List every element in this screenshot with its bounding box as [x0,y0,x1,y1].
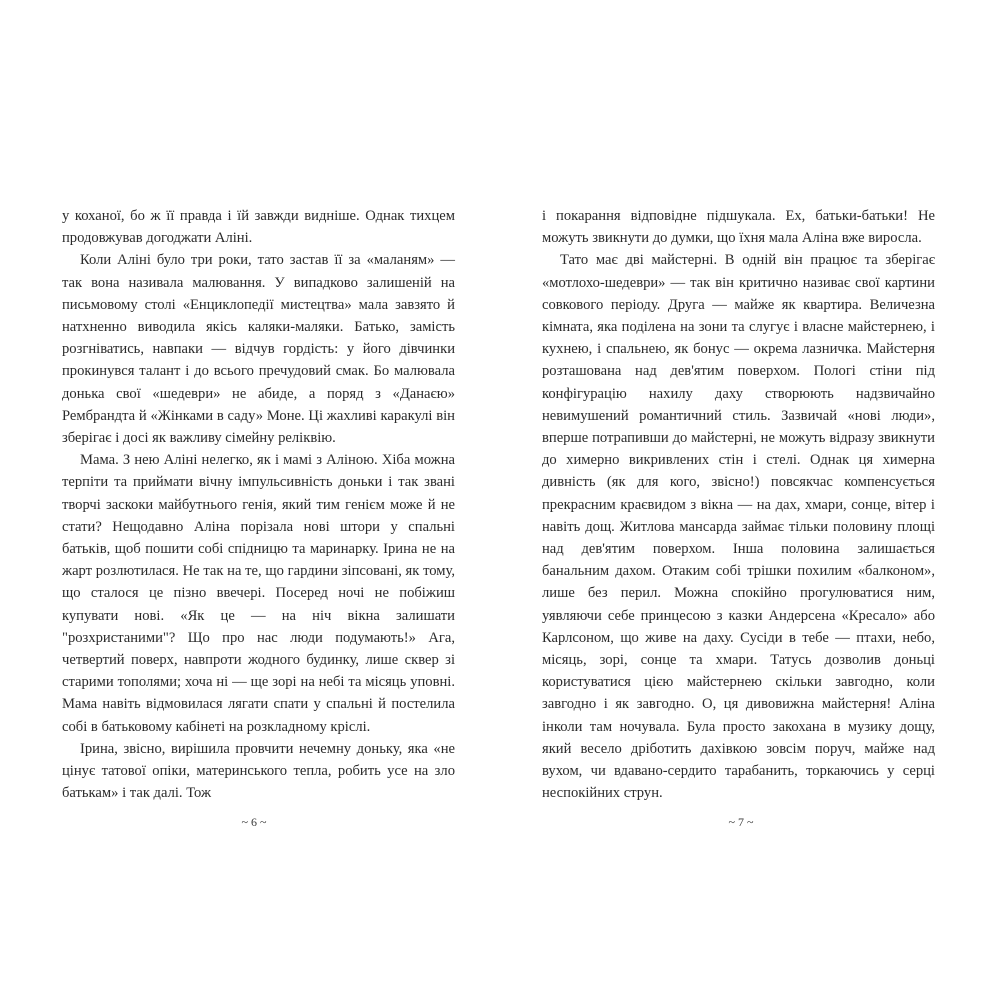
page-number-right: ~ 7 ~ [728,815,754,829]
paragraph: Коли Аліні було три роки, тато застав її за «маланям» — так вона називала малювання. У випадково залишеній на письмовому столі «Енциклопедії мистецтва» мала завзято й натхненно виводила якісь каляки-маляки. Батько, замість розгніватись, навпаки — відчув гордість: у його дівчинки прокинувся талант і до всього пречудовий смак. Бо малювала донька свої «шедеври» не абиде, а поряд з «Данаєю» Рембрандта й «Жінками в саду» Моне. Ці жахливі каракулі він зберігає і досі як важливу сімейну реліквію. [62,252,455,447]
page-number-left: ~ 6 ~ [241,815,267,829]
paragraph: у коханої, бо ж її правда і їй завжди видніше. Однак тихцем продовжував догоджати Аліні. [62,208,455,247]
left-page [62,205,455,804]
right-page [542,205,935,804]
paragraph: Мама. З нею Аліні нелегко, як і мамі з Аліною. Хіба можна терпіти та приймати вічну імпульсивність доньки і так звані творчі заскоки майбутнього генія, який тим генієм може й не стати? Нещодавно Аліна порізала нові штори у спальні батьків, щоб пошити собі спідницю та маринарку. Ірина не на жарт розлютилася. Не так на те, що гардини зіпсовані, як тому, що сталося це пізно ввечері. Посеред ночі не побіжиш купувати нові. «Як це — на ніч вікна залишати "розхристаними"? Що про нас люди подумають!» Ага, четвертий поверх, навпроти жодного будинку, лише сквер зі старими тополями; хоча ні — ще зорі на небі та місяць уповні. Мама навіть відмовилася лягати спати у спальні й постелила собі в батьковому кабінеті на розкладному кріслі. [62,452,455,735]
paragraph: Тато має дві майстерні. В одній він працює та зберігає «мотлохо-шедеври» — так він критично називає свої картини совкового періоду. Друга — майже як квартира. Величезна кімната, яка поділена на зони та слугує і власне майстернею, і кухнею, і спальнею, як бонус — окрема лазничка. Майстерня розташована над дев'ятим поверхом. Пологі стіни під конфігурацію нахилу даху створюють надзвичайно невимушений романтичний стиль. Зазвичай «нові люди», вперше потрапивши до майстерні, не можуть відразу звикнути до химерно викривлених стін і стелі. Однак ця химерна дивність (як для кого, звісно!) повсякчас компенсується прекрасним краєвидом з вікна — на дах, хмари, сонце, вітер і навіть дощ. Житлова мансарда займає тільки половину площі над дев'ятим поверхом. Інша половина залишається банальним дахом. Отаким собі трішки похилим «балконом», лише без перил. Можна спокійно прогулюватися ним, уявляючи себе принцесою з казки Андерсена «Кресало» або Карлсоном, що живе на даху. Сусіди в тебе — птахи, небо, місяць, зорі, сонце та хмари. Татусь дозволив доньці користуватися цією майстернею скільки завгодно, коли завгодно і як завгодно. О, ця дивовижна майстерня! Аліна інколи там ночувала. Була просто закохана в музику дощу, який весело дріботить дахівкою зовсім поруч, майже над вухом, чи вдавано-сердито тарабанить, торкаючись у серці неспокійних струн. [542,252,935,802]
paragraph: і покарання відповідне підшукала. Ех, батьки-батьки! Не можуть звикнути до думки, що їхня мала Аліна вже виросла. [542,208,935,247]
paragraph: Ірина, звісно, вирішила провчити нечемну доньку, яка «не цінує татової опіки, материнського тепла, робить усе на зло батькам» і так далі. Тож [62,740,455,802]
